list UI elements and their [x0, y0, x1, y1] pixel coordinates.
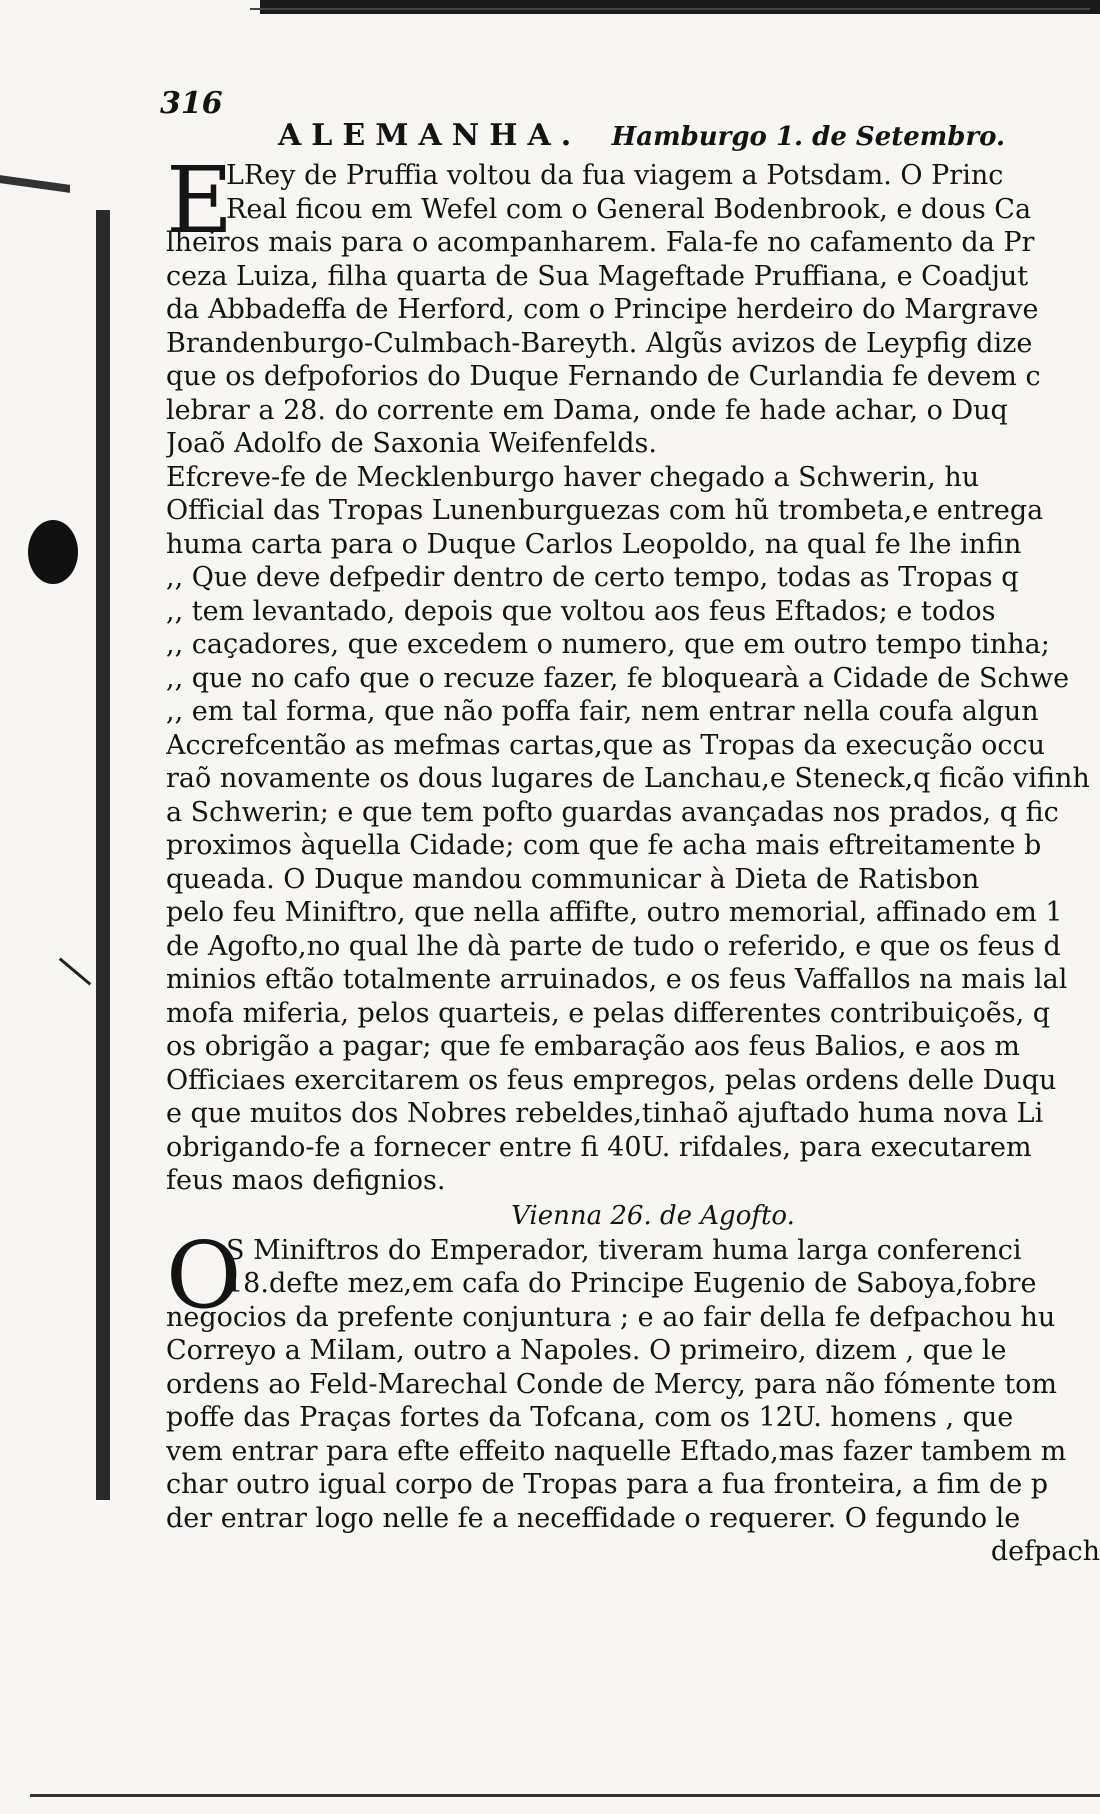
text-line: LRey de Pruffia voltou da fua viagem a Potsdam. O Princ [226, 160, 1004, 191]
text-line: a Schwerin; e que tem pofto guardas avançadas nos prados, q fic [166, 796, 1059, 828]
article-hamburgo-lines [166, 147, 1100, 1198]
text-line: os obrigão a pagar; que fe embaração aos feus Balios, e aos m [166, 1031, 1020, 1062]
text-line: raõ novamente os dous lugares de Lanchau,e Steneck,q ficão vifinh [166, 763, 1090, 794]
text-line: Real ficou em Wefel com o General Bodenbrook, e dous Ca [226, 193, 1032, 225]
article-vienna [166, 1221, 1100, 1569]
dateline-vienna: Vienna 26. de Agofto. [511, 1200, 795, 1231]
text-line: huma carta para o Duque Carlos Leopoldo, na qual fe lhe infin [166, 528, 1022, 560]
text-line: feus maos defignios. [166, 1165, 446, 1196]
text-line: negocios da prefente conjuntura ; e ao fair della fe defpachou hu [166, 1301, 1056, 1333]
text-line: ,, caçadores, que excedem o numero, que em outro tempo tinha; [166, 629, 1050, 660]
text-line: der entrar logo nelle fe a neceffidade o requerer. O fegundo le [166, 1502, 1021, 1534]
binding-edge [0, 170, 112, 1500]
text-line: mofa miferia, pelos quarteis, e pelas differentes contribuiçoẽs, q [166, 997, 1051, 1029]
article-hamburgo [166, 147, 1100, 1198]
binding-shadow [96, 210, 110, 1500]
text-line: ceza Luiza, filha quarta de Sua Mageftade Pruffiana, e Coadjut [166, 260, 1029, 292]
text-line: Correyo a Milam, outro a Napoles. O primeiro, dizem , que le [166, 1335, 1007, 1366]
header-country: ALEMANHA. [278, 118, 582, 153]
text-line: minios eftão totalmente arruinados, e os feus Vaffallos na mais lal [166, 964, 1068, 995]
text-line: Accrefcentão as mefmas cartas,que as Tropas da execução occu [166, 729, 1046, 761]
text-line: ,, tem levantado, depois que voltou aos feus Eftados; e todos [166, 595, 996, 627]
text-line: e que muitos dos Nobres rebeldes,tinhaõ ajuftado huma nova Li [166, 1098, 1044, 1129]
binding-shadow-top [0, 175, 70, 193]
top-rule [260, 0, 1100, 14]
binding-mark [59, 957, 92, 985]
text-line: ,, que no cafo que o recuze fazer, fe bloquearà a Cidade de Schwe [166, 662, 1070, 694]
document-page [166, 118, 1100, 1569]
dropcap-o: O [166, 1221, 242, 1329]
text-line: queada. O Duque mandou communicar à Dieta de Ratisbon [166, 863, 980, 895]
text-line: proximos àquella Cidade; com que fe acha mais eftreitamente b [166, 830, 1042, 861]
text-line: poffe das Praças fortes da Tofcana, com os 12U. homens , que [166, 1402, 1014, 1433]
page-header [166, 118, 1100, 153]
dropcap-e: E [166, 147, 234, 254]
text-line: lebrar a 28. do corrente em Dama, onde fe hade achar, o Duq [166, 394, 1008, 426]
text-line: ,, em tal forma, que não poffa fair, nem entrar nella coufa algun [166, 696, 1039, 727]
top-rule-thin [250, 8, 1090, 10]
article-vienna-lines [166, 1221, 1100, 1569]
text-line: Brandenburgo-Culmbach-Bareyth. Algũs avizos de Leypfig dize [166, 327, 1033, 359]
text-line: defpach [990, 1536, 1100, 1567]
text-line: ,, Que deve defpedir dentro de certo tempo, todas as Tropas q [166, 562, 1019, 593]
text-line: vem entrar para efte effeito naquelle Eftado,mas fazer tambem m [166, 1435, 1067, 1467]
text-line: da Abbadeffa de Herford, com o Principe herdeiro do Margrave [166, 294, 1039, 325]
text-line: lheiros mais para o acompanharem. Fala-fe no cafamento da Pr [166, 227, 1035, 258]
text-line: que os defpoforios do Duque Fernando de Curlandia fe devem c [166, 361, 1041, 392]
text-line: char outro igual corpo de Tropas para a fua fronteira, a fim de p [166, 1469, 1049, 1500]
text-line: Officiaes exercitarem os feus empregos, pelas ordens delle Duqu [166, 1064, 1057, 1096]
binding-hole [28, 520, 78, 584]
text-line: Official das Tropas Lunenburguezas com hũ trombeta,e entrega [166, 495, 1044, 526]
text-line: Efcreve-fe de Mecklenburgo haver chegado a Schwerin, hu [166, 461, 980, 493]
text-line: ordens ao Feld-Marechal Conde de Mercy, para não fómente tom [166, 1368, 1058, 1400]
text-line: pelo feu Miniftro, que nella affifte, outro memorial, affinado em 1 [166, 897, 1063, 928]
text-line: Joaõ Adolfo de Saxonia Weifenfelds. [166, 428, 657, 459]
bottom-rule [30, 1794, 1100, 1797]
text-line: 18.defte mez,em cafa do Principe Eugenio de Saboya,fobre [226, 1268, 1037, 1299]
page-number: 316 [160, 86, 223, 121]
header-place-date: Hamburgo 1. de Setembro. [611, 122, 1006, 152]
text-line: obrigando-fe a fornecer entre fi 40U. rifdales, para executarem [166, 1131, 1032, 1163]
text-line: de Agofto,no qual lhe dà parte de tudo o referido, e que os feus d [166, 930, 1061, 962]
text-line: S Miniftros do Emperador, tiveram huma larga conferenci [226, 1234, 1022, 1266]
